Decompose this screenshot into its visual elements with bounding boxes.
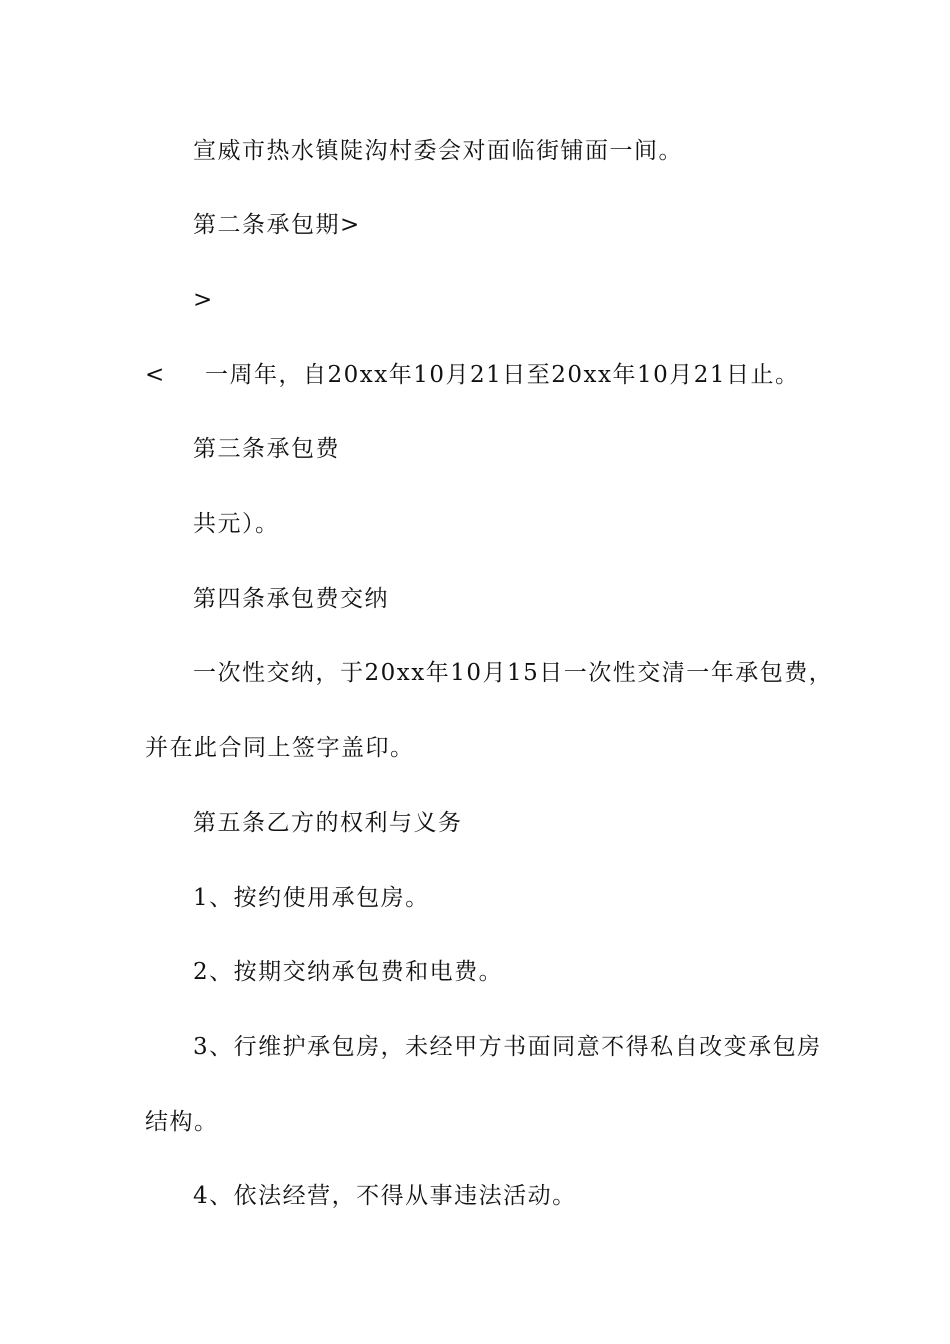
term-period-text: 一周年，自20xx年10月21日至20xx年10月21日止。: [205, 362, 800, 388]
premises-text: 宣威市热水镇陡沟村委会对面临街铺面一间。: [193, 138, 683, 164]
article-3-text: 共元）。: [193, 511, 280, 537]
article-5-item-1: 1、按约使用承包房。: [193, 885, 430, 911]
period-bracket: <: [145, 362, 165, 388]
article-2-title: 第二条承包期>: [193, 212, 361, 238]
article-4-text-line-1: 一次性交纳，于20xx年10月15日一次性交清一年承包费，: [193, 660, 834, 686]
article-5-item-3-line-2: 结构。: [145, 1109, 219, 1135]
article-5-item-4: 4、依法经营，不得从事违法活动。: [193, 1183, 577, 1209]
article-4-text-line-2: 并在此合同上签字盖印。: [145, 735, 415, 761]
article-4-title: 第四条承包费交纳: [193, 586, 389, 612]
article-5-title: 第五条乙方的权利与义务: [193, 810, 463, 836]
article-3-title: 第三条承包费: [193, 436, 340, 462]
article-2-mark: >: [193, 287, 214, 313]
article-5-item-3-line-1: 3、行维护承包房，未经甲方书面同意不得私自改变承包房: [193, 1034, 822, 1060]
article-5-item-2: 2、按期交纳承包费和电费。: [193, 959, 504, 985]
